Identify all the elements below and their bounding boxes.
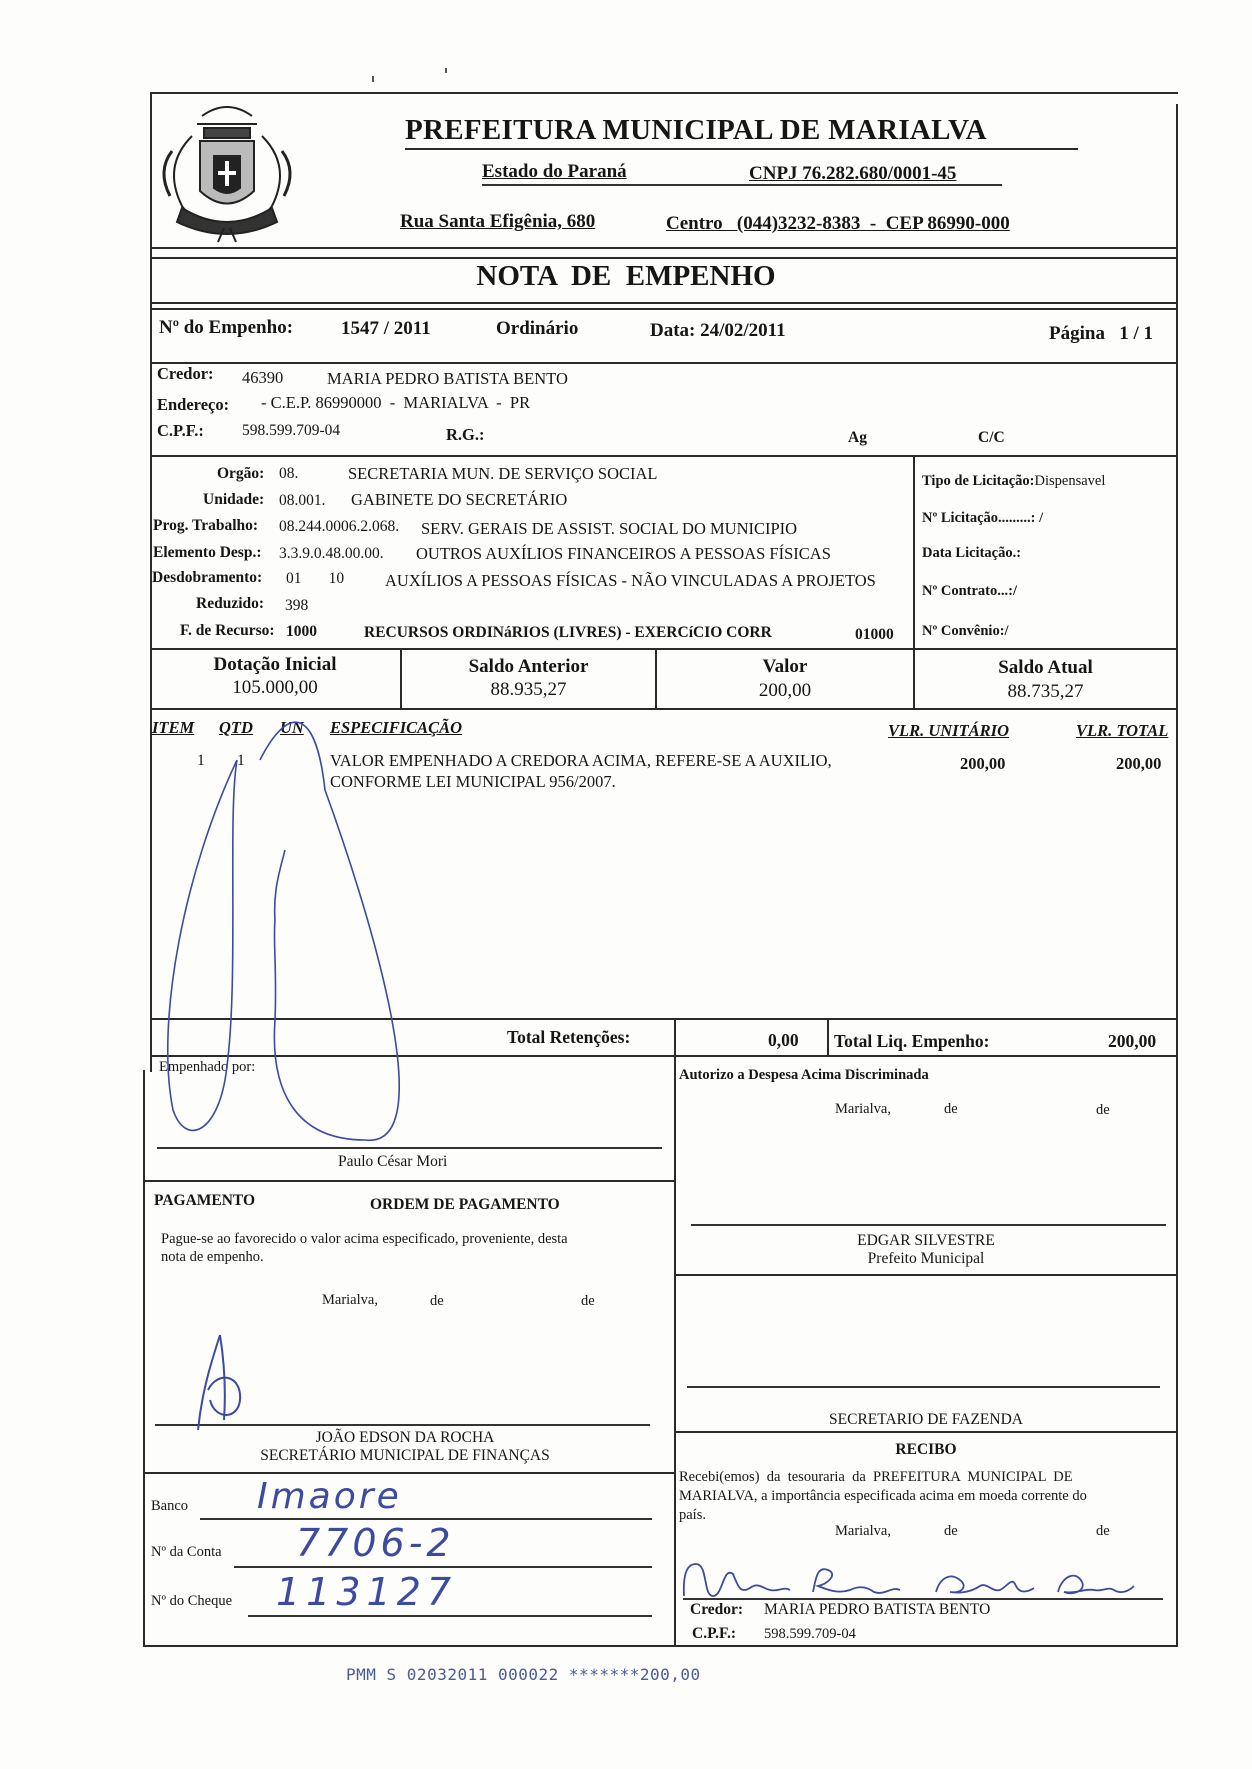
rule-under-header2 <box>150 257 1178 259</box>
rule-under-fazenda <box>675 1431 1178 1433</box>
recibo-cpf-label: C.P.F.: <box>692 1625 737 1642</box>
rg-label: R.G.: <box>446 425 485 444</box>
unidade-name: GABINETE DO SECRETÁRIO <box>351 490 568 509</box>
contrato-number: Nº Contrato...:/ <box>922 583 1017 599</box>
financas-role: SECRETÁRIO MUNICIPAL DE FINANÇAS <box>260 1447 550 1464</box>
cheque-label: Nº do Cheque <box>151 1593 233 1609</box>
pagamento-place: Marialva, <box>322 1292 378 1308</box>
recibo-title: RECIBO <box>895 1441 957 1458</box>
item-spec: VALOR EMPENHADO A CREDORA ACIMA, REFERE-SE A AUXILIO, <box>330 751 832 770</box>
pagamento-sign-line <box>155 1424 650 1426</box>
rule-under-credor <box>150 455 1178 457</box>
empenho-type: Ordinário <box>496 318 579 339</box>
reduzido-value: 398 <box>285 597 309 614</box>
licitacao-date: Data Licitação.: <box>922 545 1022 561</box>
pagamento-de: de <box>430 1293 444 1309</box>
col-header-vlr-total: VLR. TOTAL <box>1076 721 1169 740</box>
vrule-totals <box>674 1018 676 1646</box>
cheque-handwritten: 113127 <box>276 1570 458 1614</box>
empenho-date: Data: 24/02/2011 <box>650 320 786 341</box>
cc-label: C/C <box>978 429 1005 446</box>
pagamento-text: nota de empenho. <box>161 1249 264 1265</box>
desdob-name: AUXÍLIOS A PESSOAS FÍSICAS - NÃO VINCULADAS A PROJETOS <box>385 571 876 590</box>
unidade-code: 08.001. <box>279 492 326 509</box>
footer-stamp: PMM S 02032011 000022 *******200,00 <box>346 1665 701 1684</box>
credor-cpf: 598.599.709-04 <box>242 422 341 439</box>
balance-value: 200,00 <box>758 680 812 701</box>
item-spec: CONFORME LEI MUNICIPAL 956/2007. <box>330 772 616 791</box>
recibo-de: de <box>1096 1523 1110 1539</box>
autorizo-sign-line <box>691 1224 1166 1226</box>
balance-value: 88.735,27 <box>1007 681 1084 702</box>
ag-label: Ag <box>848 429 867 446</box>
empenhado-sign-line <box>157 1147 662 1149</box>
item-qty: 1 <box>237 752 245 769</box>
recibo-credor-label: Credor: <box>690 1601 744 1618</box>
prog-code: 08.244.0006.2.068. <box>279 518 400 535</box>
frame-top <box>150 92 1178 94</box>
banco-line <box>200 1518 652 1520</box>
col-header-vlr-unit: VLR. UNITÁRIO <box>888 721 1010 740</box>
recurso-code: 1000 <box>286 623 317 640</box>
cheque-line <box>248 1615 652 1617</box>
orgao-label: Orgão: <box>217 465 265 482</box>
frame-bottom <box>143 1645 1178 1647</box>
recibo-text: MARIALVA, a importância especificada acima em moeda corrente do <box>679 1488 1087 1504</box>
rule-totals-top <box>150 1018 1178 1020</box>
pagamento-de: de <box>581 1293 595 1309</box>
recurso-num: 01000 <box>855 626 894 643</box>
ordem-pagamento-label: ORDEM DE PAGAMENTO <box>370 1196 560 1213</box>
empenho-number-label: Nº do Empenho: <box>159 317 294 338</box>
page-number: Página 1 / 1 <box>1049 323 1153 344</box>
coat-of-arms-logo <box>152 96 302 246</box>
document-title: NOTA DE EMPENHO <box>476 260 776 292</box>
item-number: 1 <box>197 752 205 769</box>
retencoes-label: Total Retenções: <box>507 1027 631 1047</box>
pagamento-label: PAGAMENTO <box>154 1192 256 1209</box>
desdob-code: 01 10 <box>286 570 345 587</box>
frame-right <box>1176 104 1178 1647</box>
balance-label: Saldo Anterior <box>468 656 589 677</box>
desdob-label: Desdobramento: <box>152 569 263 586</box>
recibo-text: Recebi(emos) da tesouraria da PREFEITURA MUNICIPAL DE <box>679 1469 1073 1485</box>
liq-empenho-value: 200,00 <box>1108 1031 1157 1051</box>
autorizo-place: Marialva, <box>835 1101 891 1117</box>
conta-handwritten: 7706-2 <box>296 1521 455 1565</box>
elem-code: 3.3.9.0.48.00.00. <box>279 545 384 562</box>
rule-totals-bottom <box>150 1055 1178 1057</box>
empenhado-label: Empenhado por: <box>159 1059 256 1075</box>
rule-under-empenho <box>150 362 1178 364</box>
credor-address: - C.E.P. 86990000 - MARIALVA - PR <box>261 393 531 412</box>
licitacao-tipo-value: Dispensavel <box>1034 473 1106 489</box>
prog-name: SERV. GERAIS DE ASSIST. SOCIAL DO MUNICIPIO <box>421 519 798 538</box>
fazenda-role: SECRETARIO DE FAZENDA <box>829 1411 1023 1428</box>
empenhado-name: Paulo César Mori <box>338 1153 448 1170</box>
recibo-de: de <box>944 1523 958 1539</box>
prefeito-role: Prefeito Municipal <box>867 1250 985 1267</box>
licitacao-tipo-label: Tipo de Licitação: <box>922 473 1035 489</box>
col-header-item: ITEM <box>152 718 195 737</box>
scan-mark <box>445 68 447 73</box>
elem-name: OUTROS AUXÍLIOS FINANCEIROS A PESSOAS FÍSICAS <box>416 544 831 563</box>
title-underline <box>405 148 1078 150</box>
state-cnpj-line <box>482 184 1002 186</box>
unidade-label: Unidade: <box>203 491 265 508</box>
recibo-cpf: 598.599.709-04 <box>764 1626 856 1642</box>
rule-under-balances <box>150 708 1178 710</box>
conta-line <box>234 1566 652 1568</box>
rule-under-title2 <box>150 308 1178 310</box>
credor-label: Credor: <box>157 364 214 383</box>
balance-label: Valor <box>762 656 808 677</box>
recurso-name: RECURSOS ORDINáRIOS (LIVRES) - EXERCíCIO CORR <box>364 624 772 641</box>
item-total-value: 200,00 <box>1116 754 1162 773</box>
balance-value: 105.000,00 <box>232 677 318 698</box>
rule-under-header <box>150 247 1178 249</box>
rule-under-empenhado <box>145 1180 675 1182</box>
recibo-text: país. <box>679 1507 706 1523</box>
credor-code: 46390 <box>242 368 284 387</box>
prog-label: Prog. Trabalho: <box>153 517 259 534</box>
page-title: PREFEITURA MUNICIPAL DE MARIALVA <box>405 114 987 146</box>
autorizo-de: de <box>1096 1102 1110 1118</box>
recibo-credor-name: MARIA PEDRO BATISTA BENTO <box>764 1601 991 1618</box>
orgao-code: 08. <box>279 465 299 482</box>
address-label: Endereço: <box>157 395 230 414</box>
cnpj: CNPJ 76.282.680/0001-45 <box>749 163 957 184</box>
district-phone-cep: Centro (044)3232-8383 - CEP 86990-000 <box>666 213 1010 234</box>
rule-bank-top <box>145 1472 675 1474</box>
licitacao-tipo <box>922 473 1105 490</box>
conta-label: Nº da Conta <box>151 1544 222 1560</box>
frame-left-lower <box>143 1070 145 1645</box>
licitacao-number: Nº Licitação.........: / <box>922 510 1044 526</box>
empenho-number: 1547 / 2011 <box>341 318 431 339</box>
balance-label: Dotação Inicial <box>213 654 337 675</box>
rule-under-title <box>150 302 1178 304</box>
financas-name: JOÃO EDSON DA ROCHA <box>315 1429 495 1446</box>
col-header-qtd: QTD <box>219 718 253 737</box>
item-unit-value: 200,00 <box>960 754 1006 773</box>
fazenda-sign-line <box>687 1386 1160 1388</box>
col-header-espec: ESPECIFICAÇÃO <box>330 718 463 737</box>
elem-label: Elemento Desp.: <box>153 544 262 561</box>
address: Rua Santa Efigênia, 680 <box>400 211 596 232</box>
credor-name: MARIA PEDRO BATISTA BENTO <box>327 369 568 388</box>
prefeito-name: EDGAR SILVESTRE <box>857 1232 995 1249</box>
pagamento-text: Pague-se ao favorecido o valor acima especificado, proveniente, desta <box>161 1231 568 1247</box>
rule-under-classif <box>150 648 1178 650</box>
recibo-place: Marialva, <box>835 1523 891 1539</box>
scan-mark <box>372 76 374 82</box>
convenio-number: Nº Convênio:/ <box>922 623 1009 639</box>
orgao-name: SECRETARIA MUN. DE SERVIÇO SOCIAL <box>348 464 658 483</box>
rule-recibo-top <box>675 1274 1178 1276</box>
reduzido-label: Reduzido: <box>196 595 265 612</box>
banco-handwritten: Imaore <box>257 1476 402 1517</box>
autorizo-label: Autorizo a Despesa Acima Discriminada <box>679 1067 929 1083</box>
autorizo-de: de <box>944 1101 958 1117</box>
liq-empenho-label: Total Liq. Empenho: <box>834 1031 990 1051</box>
balance-label: Saldo Atual <box>998 657 1093 678</box>
col-header-un: UN <box>280 718 304 737</box>
recurso-label: F. de Recurso: <box>180 622 275 639</box>
retencoes-value: 0,00 <box>768 1030 799 1050</box>
recibo-sign-line <box>683 1598 1163 1600</box>
balance-value: 88.935,27 <box>490 679 567 700</box>
banco-label: Banco <box>151 1498 189 1514</box>
state-name: Estado do Paraná <box>482 161 627 182</box>
vrule-totals-2 <box>827 1018 829 1055</box>
cpf-label: C.P.F.: <box>157 421 204 440</box>
